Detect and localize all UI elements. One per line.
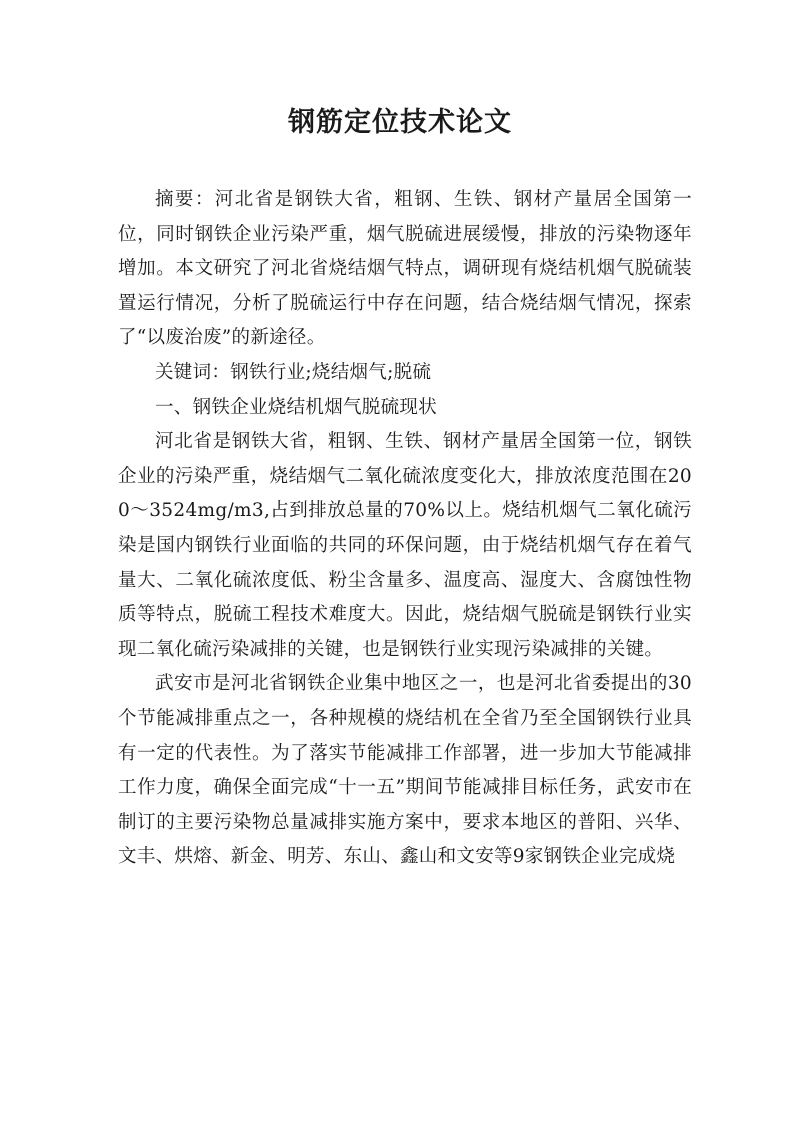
document-title: 钢筋定位技术论文 [288,107,512,138]
keywords-paragraph: 关键词：钢铁行业;烧结烟气;脱硫 [155,361,432,383]
abstract-paragraph: 摘要：河北省是钢铁大省，粗钢、生铁、钢材产量居全国第一位，同时钢铁企业污染严重，烟气脱硫进展缓慢，排放的污染物逐年增加。本文研究了河北省烧结烟气特点，调研现有烧结机烟气脱硫装置运行情况，分析了脱硫运行中存在问题，结合烧结烟气情况，探索了“以废治废”的新途径。 [118,189,692,349]
section-heading: 一、钢铁企业烧结机烟气脱硫现状 [155,396,438,418]
body-paragraph: 武安市是河北省钢铁企业集中地区之一，也是河北省委提出的30个节能减排重点之一，各种规模的烧结机在全省乃至全国钢铁行业具有一定的代表性。为了落实节能减排工作部署，进一步加大节能减排工作力度，确保全面完成“十一五”期间节能减排目标任务，武安市在制订的主要污染物总量减排实施方案中，要求本地区的普阳、兴华、文丰、烘熔、新金、明芳、东山、鑫山和文安等9家钢铁企业完成烧 [118,673,692,868]
document-body [118,183,692,875]
body-paragraph: 河北省是钢铁大省，粗钢、生铁、钢材产量居全国第一位，钢铁企业的污染严重，烧结烟气二氧化硫浓度变化大，排放浓度范围在200～3524mg/m3,占到排放总量的70%以上。烧结机烟气二氧化硫污染是国内钢铁行业面临的共同的环保问题，由于烧结机烟气存在着气量大、二氧化硫浓度低、粉尘含量多、温度高、湿度大、含腐蚀性物质等特点，脱硫工程技术难度大。因此，烧结烟气脱硫是钢铁行业实现二氧化硫污染减排的关键，也是钢铁行业实现污染减排的关键。 [118,431,692,660]
